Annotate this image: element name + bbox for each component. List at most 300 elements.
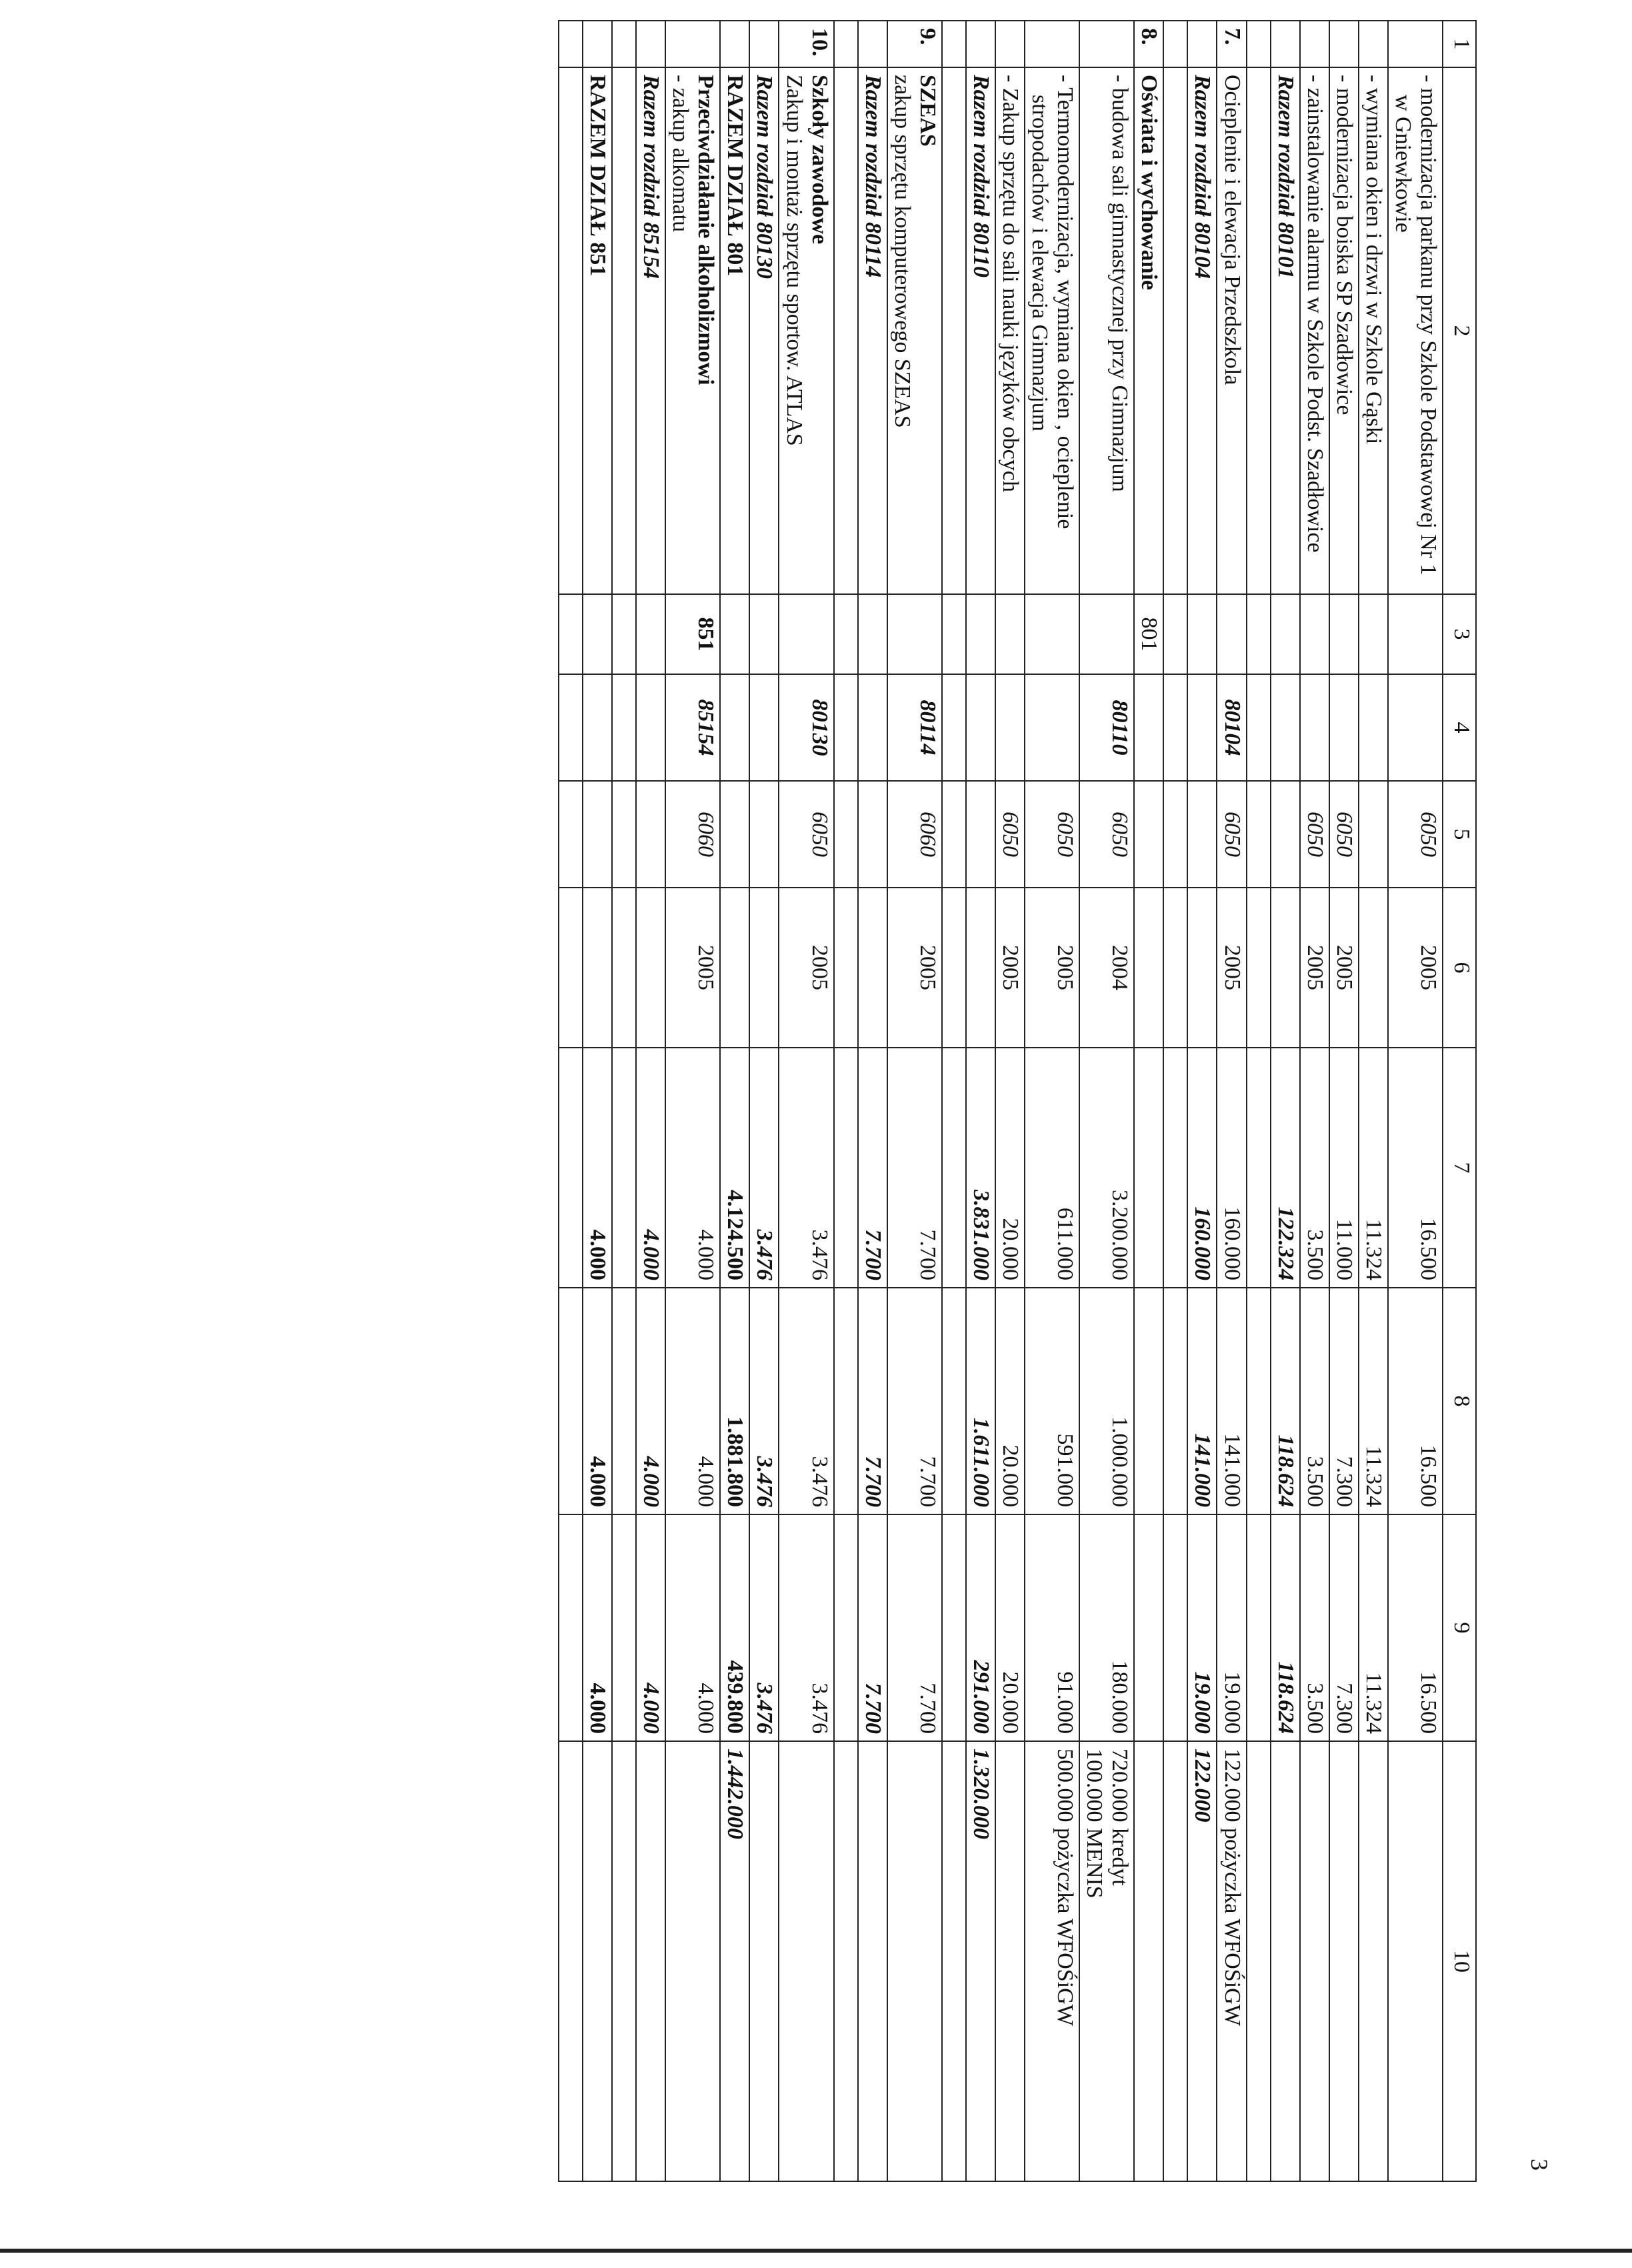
ordinal-cell: [1329, 21, 1359, 67]
paragraph-code-cell: 6060: [887, 781, 942, 888]
header-cell: 9: [1443, 1514, 1476, 1741]
empty-cell: [942, 1741, 966, 2181]
planned-cell: 118.624: [1271, 1288, 1300, 1514]
section-title: SZEAS: [915, 75, 940, 147]
description-text: Razem rozdział 80130: [752, 75, 777, 279]
planned-cell: 141.000: [1217, 1288, 1246, 1514]
total-cost-cell: 160.000: [1217, 1048, 1246, 1288]
ordinal-cell: [1388, 21, 1443, 67]
description-text: - modernizacja boiska SP Szadłowice: [1331, 75, 1357, 415]
table-row: [1163, 21, 1187, 2181]
empty-cell: [834, 1514, 858, 1741]
own-funds-cell: 4.000: [636, 1514, 665, 1741]
planned-cell: [1134, 1288, 1163, 1514]
description-text: - zainstalowanie alarmu w Szkole Podst. Szadłowice: [1302, 75, 1327, 553]
rozdzial-code-cell: 85154: [665, 674, 720, 781]
own-funds-cell: 20.000: [995, 1514, 1025, 1741]
description-text: Zakup i montaż sprzętu sportow. ATLAS: [781, 75, 807, 446]
paragraph-code-cell: 6050: [995, 781, 1025, 888]
dzial-code-cell: [1217, 594, 1246, 674]
rozdzial-code-cell: [995, 674, 1025, 781]
year-cell: 2005: [779, 888, 833, 1048]
description-cell: [779, 67, 833, 594]
planned-cell: 1.611.000: [966, 1288, 995, 1514]
planned-cell: 141.000: [1187, 1288, 1217, 1514]
planned-cell: 11.324: [1359, 1288, 1388, 1514]
description-cell: [966, 67, 995, 594]
other-sources-cell: 500.000 pożyczka WFOŚiGW: [1025, 1741, 1079, 2181]
empty-cell: [942, 781, 966, 888]
empty-cell: [1163, 1741, 1187, 2181]
table-row: [1217, 21, 1246, 2181]
empty-cell: [559, 1514, 583, 1741]
dzial-code-cell: [887, 594, 942, 674]
ordinal-cell: 8.: [1134, 21, 1163, 67]
description-cell: [749, 67, 779, 594]
total-cost-cell: 3.500: [1300, 1048, 1329, 1288]
empty-cell: [559, 67, 583, 594]
empty-cell: [559, 888, 583, 1048]
table-row: [1271, 21, 1300, 2181]
dzial-code-cell: [779, 594, 833, 674]
dzial-code-cell: 851: [665, 594, 720, 674]
paragraph-code-cell: [1271, 781, 1300, 888]
ordinal-cell: 10.: [779, 21, 833, 67]
header-cell: 7: [1443, 1048, 1476, 1288]
empty-cell: [1247, 1514, 1271, 1741]
paragraph-code-cell: 6050: [1388, 781, 1443, 888]
paragraph-code-cell: 6050: [1217, 781, 1246, 888]
year-cell: 2005: [1300, 888, 1329, 1048]
rozdzial-code-cell: [636, 674, 665, 781]
other-sources-cell: 122.000: [1187, 1741, 1217, 2181]
empty-cell: [834, 674, 858, 781]
paragraph-code-cell: 6050: [1079, 781, 1134, 888]
table-row: [665, 21, 720, 2181]
description-cell: [1359, 67, 1388, 594]
header-cell: 2: [1443, 67, 1476, 594]
paragraph-code-cell: [749, 781, 779, 888]
header-cell: 5: [1443, 781, 1476, 888]
rozdzial-code-cell: [583, 674, 612, 781]
table-row: [858, 21, 887, 2181]
other-sources-cell: [858, 1741, 887, 2181]
description-text: Oświata i wychowanie: [1137, 75, 1162, 290]
dzial-code-cell: [1025, 594, 1079, 674]
own-funds-cell: 4.000: [665, 1514, 720, 1741]
paragraph-code-cell: 6050: [1329, 781, 1359, 888]
description-text: Razem rozdział 80101: [1273, 75, 1298, 279]
section-title: Szkoły zawodowe: [807, 75, 832, 245]
empty-cell: [1247, 674, 1271, 781]
dzial-code-cell: [966, 594, 995, 674]
other-sources-cell: [636, 1741, 665, 2181]
description-text: - modernizacja parkanu przy Szkole Podstawowej Nr 1 w Gniewkowie: [1390, 75, 1441, 576]
total-cost-cell: 11.000: [1329, 1048, 1359, 1288]
empty-cell: [942, 1288, 966, 1514]
ordinal-cell: [636, 21, 665, 67]
empty-cell: [1163, 781, 1187, 888]
paragraph-code-cell: [1359, 781, 1388, 888]
planned-cell: 16.500: [1388, 1288, 1443, 1514]
ordinal-cell: [665, 21, 720, 67]
empty-cell: [942, 1514, 966, 1741]
ordinal-cell: [1079, 21, 1134, 67]
table-row: [1359, 21, 1388, 2181]
own-funds-cell: 3.476: [749, 1514, 779, 1741]
year-cell: [966, 888, 995, 1048]
other-sources-cell: [1329, 1741, 1359, 2181]
table-row: [749, 21, 779, 2181]
planned-cell: 7.700: [887, 1288, 942, 1514]
empty-cell: [942, 21, 966, 67]
description-cell: [1329, 67, 1359, 594]
empty-cell: [1163, 1048, 1187, 1288]
table-row: [1247, 21, 1271, 2181]
description-cell: [583, 67, 612, 594]
year-cell: [858, 888, 887, 1048]
paragraph-code-cell: 6050: [1300, 781, 1329, 888]
rotated-table-container: [210, 20, 1477, 2181]
planned-cell: 20.000: [995, 1288, 1025, 1514]
paragraph-code-cell: 6050: [779, 781, 833, 888]
description-cell: [858, 67, 887, 594]
rozdzial-code-cell: [1388, 674, 1443, 781]
empty-cell: [1247, 594, 1271, 674]
description-cell: [995, 67, 1025, 594]
paragraph-code-cell: [1134, 781, 1163, 888]
table-row: [1187, 21, 1217, 2181]
rozdzial-code-cell: 80114: [887, 674, 942, 781]
dzial-code-cell: [720, 594, 749, 674]
description-cell: [636, 67, 665, 594]
investment-table: [558, 20, 1477, 2182]
empty-cell: [612, 67, 636, 594]
table-body: [559, 21, 1476, 2181]
header-cell: 6: [1443, 888, 1476, 1048]
table-row: [559, 21, 583, 2181]
table-row: [966, 21, 995, 2181]
total-cost-cell: 20.000: [995, 1048, 1025, 1288]
total-cost-cell: 122.324: [1271, 1048, 1300, 1288]
description-text: - budowa sali gimnastycznej przy Gimnazjum: [1107, 75, 1133, 492]
year-cell: 2005: [887, 888, 942, 1048]
rozdzial-code-cell: [966, 674, 995, 781]
empty-cell: [834, 1048, 858, 1288]
ordinal-cell: [720, 21, 749, 67]
description-cell: [1271, 67, 1300, 594]
total-cost-cell: 7.700: [887, 1048, 942, 1288]
empty-cell: [942, 888, 966, 1048]
section-title: Przeciwdziałanie alkoholizmowi: [693, 75, 719, 385]
year-cell: 2005: [1217, 888, 1246, 1048]
planned-cell: 7.300: [1329, 1288, 1359, 1514]
ordinal-cell: [966, 21, 995, 67]
empty-cell: [1247, 1048, 1271, 1288]
year-cell: 2005: [1388, 888, 1443, 1048]
rozdzial-code-cell: [749, 674, 779, 781]
table-row: [583, 21, 612, 2181]
empty-cell: [612, 21, 636, 67]
paragraph-code-cell: [720, 781, 749, 888]
planned-cell: 7.700: [858, 1288, 887, 1514]
paragraph-code-cell: 6060: [665, 781, 720, 888]
year-cell: 2004: [1079, 888, 1134, 1048]
empty-cell: [559, 594, 583, 674]
empty-cell: [1163, 21, 1187, 67]
ordinal-cell: [1271, 21, 1300, 67]
header-cell: 4: [1443, 674, 1476, 781]
table-row: [834, 21, 858, 2181]
other-sources-cell: [887, 1741, 942, 2181]
total-cost-cell: 4.000: [583, 1048, 612, 1288]
total-cost-cell: 3.476: [779, 1048, 833, 1288]
rozdzial-code-cell: [1025, 674, 1079, 781]
rozdzial-code-cell: [1271, 674, 1300, 781]
rozdzial-code-cell: [720, 674, 749, 781]
other-sources-cell: [749, 1741, 779, 2181]
other-sources-cell: [583, 1741, 612, 2181]
ordinal-cell: 7.: [1217, 21, 1246, 67]
empty-cell: [559, 1741, 583, 2181]
planned-cell: 3.500: [1300, 1288, 1329, 1514]
empty-cell: [834, 67, 858, 594]
paragraph-code-cell: [583, 781, 612, 888]
empty-cell: [559, 781, 583, 888]
description-text: - Zakup sprzętu do sali nauki języków obcych: [997, 75, 1023, 492]
empty-cell: [942, 67, 966, 594]
table-row: [1300, 21, 1329, 2181]
rozdzial-code-cell: [1329, 674, 1359, 781]
year-cell: 2005: [665, 888, 720, 1048]
total-cost-cell: [1134, 1048, 1163, 1288]
empty-cell: [834, 21, 858, 67]
planned-cell: 4.000: [665, 1288, 720, 1514]
header-cell: 1: [1443, 21, 1476, 67]
description-text: Razem rozdział 80104: [1190, 75, 1215, 279]
dzial-code-cell: [749, 594, 779, 674]
planned-cell: 4.000: [636, 1288, 665, 1514]
empty-cell: [612, 1288, 636, 1514]
total-cost-cell: 16.500: [1388, 1048, 1443, 1288]
empty-cell: [942, 594, 966, 674]
planned-cell: 3.476: [749, 1288, 779, 1514]
empty-cell: [559, 1288, 583, 1514]
ordinal-cell: [583, 21, 612, 67]
description-text: - zakup alkomatu: [668, 75, 693, 233]
empty-cell: [559, 1048, 583, 1288]
description-text: Razem rozdział 80110: [968, 75, 993, 278]
paragraph-code-cell: 6050: [1025, 781, 1079, 888]
empty-cell: [1163, 1288, 1187, 1514]
rozdzial-code-cell: [858, 674, 887, 781]
bottom-rule: [0, 2249, 1632, 2253]
year-cell: 2005: [1025, 888, 1079, 1048]
header-cell: 10: [1443, 1741, 1476, 2181]
year-cell: [1359, 888, 1388, 1048]
own-funds-cell: 7.700: [887, 1514, 942, 1741]
own-funds-cell: 11.324: [1359, 1514, 1388, 1741]
table-row: [942, 21, 966, 2181]
empty-cell: [612, 1514, 636, 1741]
table-row: [887, 21, 942, 2181]
own-funds-cell: 91.000: [1025, 1514, 1079, 1741]
year-cell: 2005: [995, 888, 1025, 1048]
total-cost-cell: 7.700: [858, 1048, 887, 1288]
year-cell: [583, 888, 612, 1048]
ordinal-cell: 9.: [887, 21, 942, 67]
ordinal-cell: [995, 21, 1025, 67]
description-text: - Termomodernizacja, wymiana okien , ocieplenie stropodachów i elewacja Gimnazjum: [1027, 75, 1078, 529]
other-sources-cell: [665, 1741, 720, 2181]
ordinal-cell: [1359, 21, 1388, 67]
total-cost-cell: 611.000: [1025, 1048, 1079, 1288]
other-sources-cell: [1300, 1741, 1329, 2181]
empty-cell: [612, 1741, 636, 2181]
empty-cell: [834, 1741, 858, 2181]
table-row: [1329, 21, 1359, 2181]
table-row: [1025, 21, 1079, 2181]
empty-cell: [834, 781, 858, 888]
other-sources-cell: 1.442.000: [720, 1741, 749, 2181]
ordinal-cell: [1187, 21, 1217, 67]
dzial-code-cell: [1300, 594, 1329, 674]
other-sources-cell: [779, 1741, 833, 2181]
dzial-code-cell: [1359, 594, 1388, 674]
table-row: [1134, 21, 1163, 2181]
other-sources-cell: [1388, 1741, 1443, 2181]
empty-cell: [834, 1288, 858, 1514]
description-text: Razem rozdział 80114: [860, 75, 885, 278]
dzial-code-cell: [583, 594, 612, 674]
empty-cell: [559, 674, 583, 781]
rozdzial-code-cell: 80130: [779, 674, 833, 781]
description-cell: [1187, 67, 1217, 594]
empty-cell: [1163, 594, 1187, 674]
own-funds-cell: [1134, 1514, 1163, 1741]
description-cell: [1300, 67, 1329, 594]
dzial-code-cell: 801: [1134, 594, 1163, 674]
empty-cell: [612, 594, 636, 674]
year-cell: [720, 888, 749, 1048]
description-cell: [720, 67, 749, 594]
paragraph-code-cell: [966, 781, 995, 888]
own-funds-cell: 3.476: [779, 1514, 833, 1741]
dzial-code-cell: [995, 594, 1025, 674]
own-funds-cell: 4.000: [583, 1514, 612, 1741]
total-cost-cell: 4.000: [665, 1048, 720, 1288]
dzial-code-cell: [1079, 594, 1134, 674]
table-row: [1388, 21, 1443, 2181]
planned-cell: 1.000.000: [1079, 1288, 1134, 1514]
rozdzial-code-cell: [1134, 674, 1163, 781]
empty-cell: [1163, 888, 1187, 1048]
rozdzial-code-cell: [1359, 674, 1388, 781]
own-funds-cell: 16.500: [1388, 1514, 1443, 1741]
total-cost-cell: 4.000: [636, 1048, 665, 1288]
ordinal-cell: [749, 21, 779, 67]
empty-cell: [612, 1048, 636, 1288]
year-cell: [1187, 888, 1217, 1048]
ordinal-cell: [1025, 21, 1079, 67]
other-sources-cell: 720.000 kredyt 100.000 MENIS: [1079, 1741, 1134, 2181]
own-funds-cell: 180.000: [1079, 1514, 1134, 1741]
description-text: Ocieplenie i elewacja Przedszkola: [1219, 75, 1245, 385]
description-text: - wymiana okien i drzwi w Szkole Gąski: [1361, 75, 1386, 445]
dzial-code-cell: [1388, 594, 1443, 674]
own-funds-cell: 439.800: [720, 1514, 749, 1741]
description-cell: [1079, 67, 1134, 594]
total-cost-cell: 160.000: [1187, 1048, 1217, 1288]
rozdzial-code-cell: 80110: [1079, 674, 1134, 781]
paragraph-code-cell: [636, 781, 665, 888]
table-row: [612, 21, 636, 2181]
dzial-code-cell: [1187, 594, 1217, 674]
empty-cell: [1163, 1514, 1187, 1741]
paragraph-code-cell: [1187, 781, 1217, 888]
total-cost-cell: 3.476: [749, 1048, 779, 1288]
own-funds-cell: 3.500: [1300, 1514, 1329, 1741]
empty-cell: [942, 674, 966, 781]
description-cell: [1025, 67, 1079, 594]
header-row: [1443, 21, 1476, 2181]
own-funds-cell: 7.300: [1329, 1514, 1359, 1741]
own-funds-cell: 291.000: [966, 1514, 995, 1741]
table-row: [779, 21, 833, 2181]
empty-cell: [1247, 1288, 1271, 1514]
description-text: zakup sprzętu komputerowego SZEAS: [889, 75, 915, 428]
description-cell: [1217, 67, 1246, 594]
empty-cell: [1247, 888, 1271, 1048]
year-cell: 2005: [1329, 888, 1359, 1048]
planned-cell: 591.000: [1025, 1288, 1079, 1514]
description-cell: [1134, 67, 1163, 594]
table-row: [636, 21, 665, 2181]
table-row: [1079, 21, 1134, 2181]
dzial-code-cell: [1271, 594, 1300, 674]
table-row: [995, 21, 1025, 2181]
dzial-code-cell: [858, 594, 887, 674]
other-sources-cell: [1271, 1741, 1300, 2181]
empty-cell: [1247, 21, 1271, 67]
planned-cell: 1.881.800: [720, 1288, 749, 1514]
other-sources-cell: [1359, 1741, 1388, 2181]
empty-cell: [612, 888, 636, 1048]
rozdzial-code-cell: 80104: [1217, 674, 1246, 781]
other-sources-cell: [995, 1741, 1025, 2181]
year-cell: [1271, 888, 1300, 1048]
empty-cell: [834, 888, 858, 1048]
description-text: Razem rozdział 85154: [639, 75, 664, 279]
ordinal-cell: [1300, 21, 1329, 67]
ordinal-cell: [858, 21, 887, 67]
rozdzial-code-cell: [1187, 674, 1217, 781]
paragraph-code-cell: [858, 781, 887, 888]
header-cell: 8: [1443, 1288, 1476, 1514]
empty-cell: [559, 21, 583, 67]
rozdzial-code-cell: [1300, 674, 1329, 781]
description-cell: [665, 67, 720, 594]
own-funds-cell: 118.624: [1271, 1514, 1300, 1741]
total-cost-cell: 11.324: [1359, 1048, 1388, 1288]
empty-cell: [1247, 781, 1271, 888]
header-cell: 3: [1443, 594, 1476, 674]
other-sources-cell: 1.320.000: [966, 1741, 995, 2181]
table-row: [720, 21, 749, 2181]
empty-cell: [942, 1048, 966, 1288]
empty-cell: [834, 594, 858, 674]
total-cost-cell: 3.200.000: [1079, 1048, 1134, 1288]
